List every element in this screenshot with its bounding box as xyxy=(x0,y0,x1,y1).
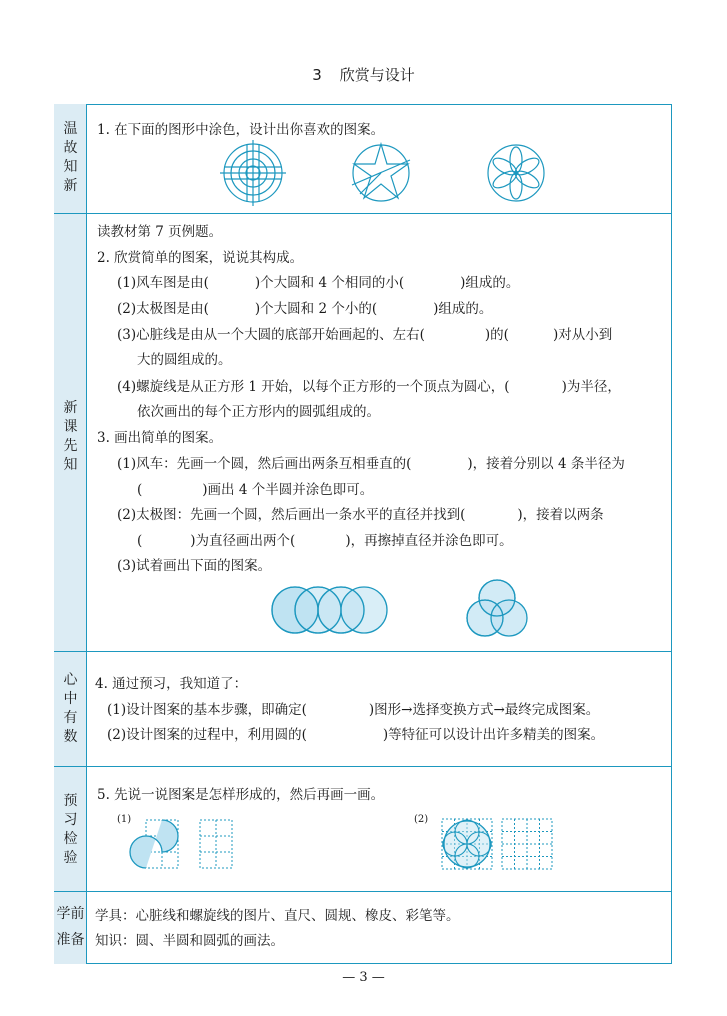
text: )为直径画出两个( xyxy=(190,533,296,549)
q3-line-1b xyxy=(137,480,373,500)
lesson-title xyxy=(0,64,727,85)
question-1: 1. 在下面的图形中涂色，设计出你喜欢的图案。 xyxy=(97,122,385,138)
q3-line-2b xyxy=(137,531,513,551)
text: (3)心脏线是由从一个大圆的底部开始画起的、左右( xyxy=(117,327,425,343)
three-circles-figure xyxy=(465,578,529,640)
comma-pattern-figure xyxy=(144,818,234,870)
question-4: 4. 通过预习，我知道了： xyxy=(95,676,248,692)
star-circle-figure xyxy=(346,138,416,208)
q3-line-2 xyxy=(117,505,604,525)
question-3: 3. 画出简单的图案。 xyxy=(97,430,223,446)
q2-line-3 xyxy=(117,325,612,345)
page-number: — 3 — xyxy=(342,970,385,985)
side-label-mind: 心 中 有 数 xyxy=(63,672,78,745)
divider xyxy=(54,891,672,892)
side-label-review: 温 故 知 新 xyxy=(63,121,78,194)
side-prepare xyxy=(54,891,87,964)
text: )，再擦掉直径并涂色即可。 xyxy=(345,533,513,549)
read-instruction: 读教材第 7 页例题。 xyxy=(97,224,223,240)
text: (2)太极图是由( xyxy=(117,301,209,317)
question-2: 2. 欣赏简单的图案，说说其构成。 xyxy=(97,250,304,266)
side-label-check: 预 习 检 验 xyxy=(63,793,78,866)
text: )组成的。 xyxy=(433,301,493,317)
q2-line-3b: 大的圆组成的。 xyxy=(137,352,232,368)
text: )个大圆和 2 个小的( xyxy=(254,301,378,317)
divider xyxy=(54,651,672,652)
text: )的( xyxy=(484,327,509,343)
overlapping-circles-row-figure xyxy=(270,585,390,635)
lesson-number: 3 xyxy=(312,66,322,84)
text: (2)设计图案的过程中，利用圆的( xyxy=(107,727,307,743)
text: )为半径， xyxy=(561,379,621,395)
q5-part-2-label: (2) xyxy=(414,814,429,825)
side-check xyxy=(54,766,87,892)
text: )，接着以两条 xyxy=(517,507,604,523)
text: (1)设计图案的基本步骤，即确定( xyxy=(107,702,307,718)
text: (2)太极图：先画一个圆，然后画出一条水平的直径并找到( xyxy=(117,507,466,523)
text: (4)螺旋线是从正方形 1 开始，以每个正方形的一个顶点为圆心，( xyxy=(117,379,510,395)
divider xyxy=(54,213,672,214)
side-label-prepare-1: 学前 xyxy=(56,906,85,922)
q4-line-1 xyxy=(107,700,599,720)
text: (1)风车：先画一个圆，然后画出两条互相垂直的( xyxy=(117,456,412,472)
text: )画出 4 个半圆并涂色即可。 xyxy=(202,482,374,498)
side-review xyxy=(54,104,87,214)
q5-part-1-label: (1) xyxy=(117,814,132,825)
side-label-prepare-2: 准备 xyxy=(56,932,85,948)
lesson-name: 欣赏与设计 xyxy=(339,66,415,84)
text: ( xyxy=(137,533,143,549)
q2-line-2 xyxy=(117,299,492,319)
question-5: 5. 先说一说图案是怎样形成的，然后再画一画。 xyxy=(97,787,385,803)
target-circle-figure xyxy=(218,138,288,208)
flower-circle-figure xyxy=(481,138,551,208)
text: )组成的。 xyxy=(460,275,520,291)
divider xyxy=(54,766,672,767)
q3-line-1 xyxy=(117,454,625,474)
text: (1)风车图是由( xyxy=(117,275,209,291)
q2-line-4b: 依次画出的每个正方形内的圆弧组成的。 xyxy=(137,404,380,420)
q3-line-3: (3)试着画出下面的图案。 xyxy=(117,558,272,574)
text: )对从小到 xyxy=(552,327,613,343)
side-new-lesson xyxy=(54,213,87,652)
text: )等特征可以设计出许多精美的图案。 xyxy=(382,727,605,743)
side-label-new-lesson: 新 课 先 知 xyxy=(63,400,78,473)
prep-tools: 学具：心脏线和螺旋线的图片、直尺、圆规、橡皮、彩笔等。 xyxy=(95,908,460,924)
text: )个大圆和 4 个相同的小( xyxy=(254,275,405,291)
text: )，接着分别以 4 条半径为 xyxy=(467,456,625,472)
prep-knowledge: 知识：圆、半圆和圆弧的画法。 xyxy=(95,933,284,949)
q2-line-4 xyxy=(117,377,621,397)
q4-line-2 xyxy=(107,725,604,745)
grid-circle-pattern-figure xyxy=(440,817,554,871)
side-mind xyxy=(54,651,87,767)
q2-line-1 xyxy=(117,273,519,293)
text: )图形→选择变换方式→最终完成图案。 xyxy=(368,702,600,718)
text: ( xyxy=(137,482,143,498)
